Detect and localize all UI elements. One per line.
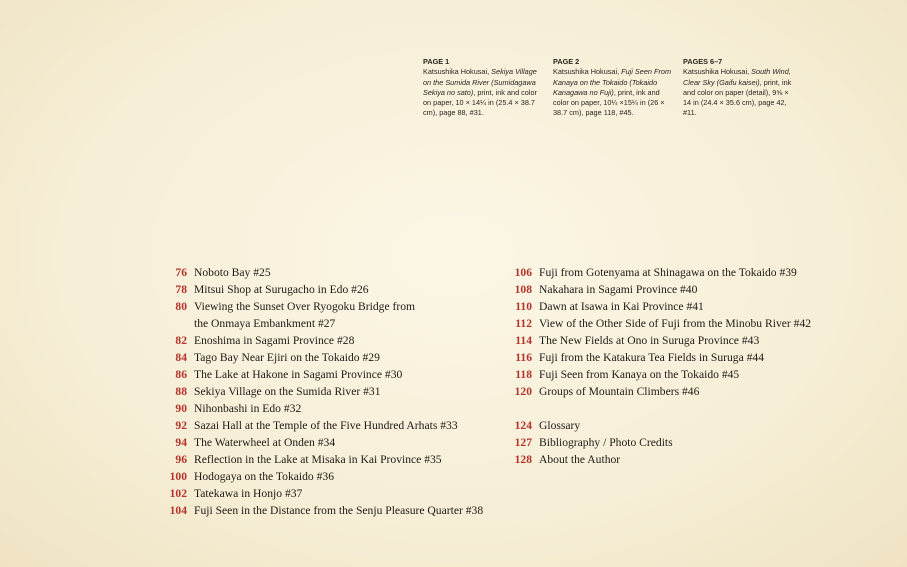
toc-page-number: 100: [169, 470, 187, 483]
toc-entry-title: Glossary: [539, 419, 581, 432]
toc-page-number: 118: [515, 368, 532, 381]
toc-entry[interactable]: [158, 451, 483, 468]
toc-page-number: 116: [515, 351, 532, 364]
toc-entry[interactable]: [158, 468, 483, 485]
credit-artist: Katsushika Hokusai,: [553, 67, 622, 77]
toc-entry-title: View of the Other Side of Fuji from the Minobu River #42: [539, 317, 812, 330]
toc-page-number: 96: [175, 453, 187, 466]
toc-entry[interactable]: [503, 383, 811, 400]
toc-entry-title: Dawn at Isawa in Kai Province #41: [539, 300, 704, 313]
toc-right-column: [503, 264, 811, 468]
toc-entry-title: Groups of Mountain Climbers #46: [539, 385, 700, 398]
toc-page-number: 90: [175, 402, 187, 415]
toc-entry-title: Fuji Seen in the Distance from the Senju Pleasure Quarter #38: [194, 504, 484, 517]
toc-entry-title: Sekiya Village on the Sumida River #31: [194, 385, 381, 398]
toc-entry-title: Fuji from the Katakura Tea Fields in Suruga #44: [539, 351, 765, 364]
toc-entry-title: The New Fields at Ono in Suruga Province #43: [539, 334, 760, 347]
toc-page-number: 78: [175, 283, 187, 296]
toc-entry-title: Nihonbashi in Edo #32: [194, 402, 302, 415]
credit-page-1: [423, 57, 543, 119]
toc-entry[interactable]: [503, 349, 811, 366]
toc-page-number: 88: [175, 385, 187, 398]
toc-entry[interactable]: [503, 298, 811, 315]
toc-page-number: 80: [175, 300, 187, 313]
credit-heading: PAGES 6–7: [683, 57, 723, 66]
toc-entry-title: Fuji Seen from Kanaya on the Tokaido #45: [539, 368, 740, 381]
toc-page-number: 114: [515, 334, 532, 347]
toc-entry[interactable]: [503, 366, 811, 383]
credit-details: , print, ink and color on paper, 10 × 14¼ in (25.4 × 38.7 cm), page 88, #31.: [423, 87, 537, 118]
toc-page-number: 84: [175, 351, 187, 364]
toc-entry[interactable]: [503, 417, 811, 434]
credit-title: Sekiya Village on the Sumida River (Sumidagawa Sekiya no sato): [423, 67, 537, 97]
toc-entry-title: Reflection in the Lake at Misaka in Kai Province #35: [194, 453, 442, 466]
toc-entry[interactable]: [158, 332, 483, 349]
toc-entry[interactable]: [158, 315, 483, 332]
toc-entry-title: Tago Bay Near Ejiri on the Tokaido #29: [194, 351, 380, 364]
toc-spacer: [503, 400, 811, 417]
toc-entry-title: About the Author: [539, 453, 621, 466]
toc-entry-title: Tatekawa in Honjo #37: [194, 487, 303, 500]
credit-page-2: [553, 57, 673, 119]
toc-entry[interactable]: [158, 434, 483, 451]
credit-details: , print, ink and color on paper (detail), 9⅝ × 14 in (24.4 × 35.6 cm), page 42, #11.: [683, 77, 792, 118]
toc-page-number: 127: [514, 436, 532, 449]
toc-entry-title: Enoshima in Sagami Province #28: [194, 334, 355, 347]
toc-entry[interactable]: [158, 417, 483, 434]
toc-page-number: [158, 315, 187, 332]
toc-page-number: 120: [514, 385, 532, 398]
toc-entry-title: Mitsui Shop at Surugacho in Edo #26: [194, 283, 369, 296]
toc-entry[interactable]: [503, 434, 811, 451]
credit-title: Fuji Seen From Kanaya on the Tokaido (Tokaido Kanagawa no Fuji): [553, 67, 672, 97]
toc-page-number: 110: [515, 300, 532, 313]
toc-entry-title: The Lake at Hakone in Sagami Province #30: [194, 368, 403, 381]
toc-entry[interactable]: [503, 281, 811, 298]
toc-entry[interactable]: [158, 383, 483, 400]
toc-page-number: 104: [169, 504, 187, 517]
toc-page-number: 106: [514, 266, 532, 279]
toc-page-number: 92: [175, 419, 187, 432]
toc-entry-title: Noboto Bay #25: [194, 266, 271, 279]
toc-page-number: 86: [175, 368, 187, 381]
toc-entry[interactable]: [158, 281, 483, 298]
toc-entry-title: Sazai Hall at the Temple of the Five Hundred Arhats #33: [194, 419, 458, 432]
toc-entry[interactable]: [158, 298, 483, 315]
credit-title: South Wind, Clear Sky (Gaifu kaisei): [683, 67, 791, 87]
toc-page-number: 102: [169, 487, 187, 500]
credit-pages-6-7: [683, 57, 793, 119]
credit-artist: Katsushika Hokusai,: [423, 67, 492, 77]
toc-entry-title: The Waterwheel at Onden #34: [194, 436, 336, 449]
toc-page-number: 112: [515, 317, 532, 330]
toc-plates-list: [503, 264, 811, 400]
toc-entry[interactable]: [503, 332, 811, 349]
credit-heading: PAGE 2: [553, 57, 580, 66]
toc-page-number: 128: [514, 453, 532, 466]
toc-entry-title: Nakahara in Sagami Province #40: [539, 283, 698, 296]
credit-details: , print, ink and color on paper, 10¼ ×15¼ in (26 × 38.7 cm), page 118, #45.: [553, 87, 665, 118]
toc-left-column: [158, 264, 483, 519]
toc-entry-title: Hodogaya on the Tokaido #36: [194, 470, 335, 483]
toc-back-matter-list: [503, 417, 811, 468]
toc-page-number: 108: [514, 283, 532, 296]
toc-entry[interactable]: [503, 451, 811, 468]
toc-entry-title: Fuji from Gotenyama at Shinagawa on the Tokaido #39: [539, 266, 797, 279]
toc-entry[interactable]: [503, 264, 811, 281]
toc-entry-title: Bibliography / Photo Credits: [539, 436, 673, 449]
toc-entry-title: Viewing the Sunset Over Ryogoku Bridge from: [194, 300, 416, 313]
toc-entry[interactable]: [158, 366, 483, 383]
credit-artist: Katsushika Hokusai,: [683, 67, 752, 77]
toc-entry[interactable]: [158, 264, 483, 281]
toc-page-number: 124: [514, 419, 532, 432]
toc-page-number: 94: [175, 436, 187, 449]
toc-entry[interactable]: [158, 502, 483, 519]
credit-heading: PAGE 1: [423, 57, 450, 66]
toc-page-number: 82: [175, 334, 187, 347]
toc-entry[interactable]: [503, 315, 811, 332]
toc-entry-title: the Onmaya Embankment #27: [194, 317, 336, 330]
toc-page-number: 76: [175, 266, 187, 279]
toc-entry[interactable]: [158, 485, 483, 502]
toc-entry[interactable]: [158, 349, 483, 366]
toc-entry[interactable]: [158, 400, 483, 417]
